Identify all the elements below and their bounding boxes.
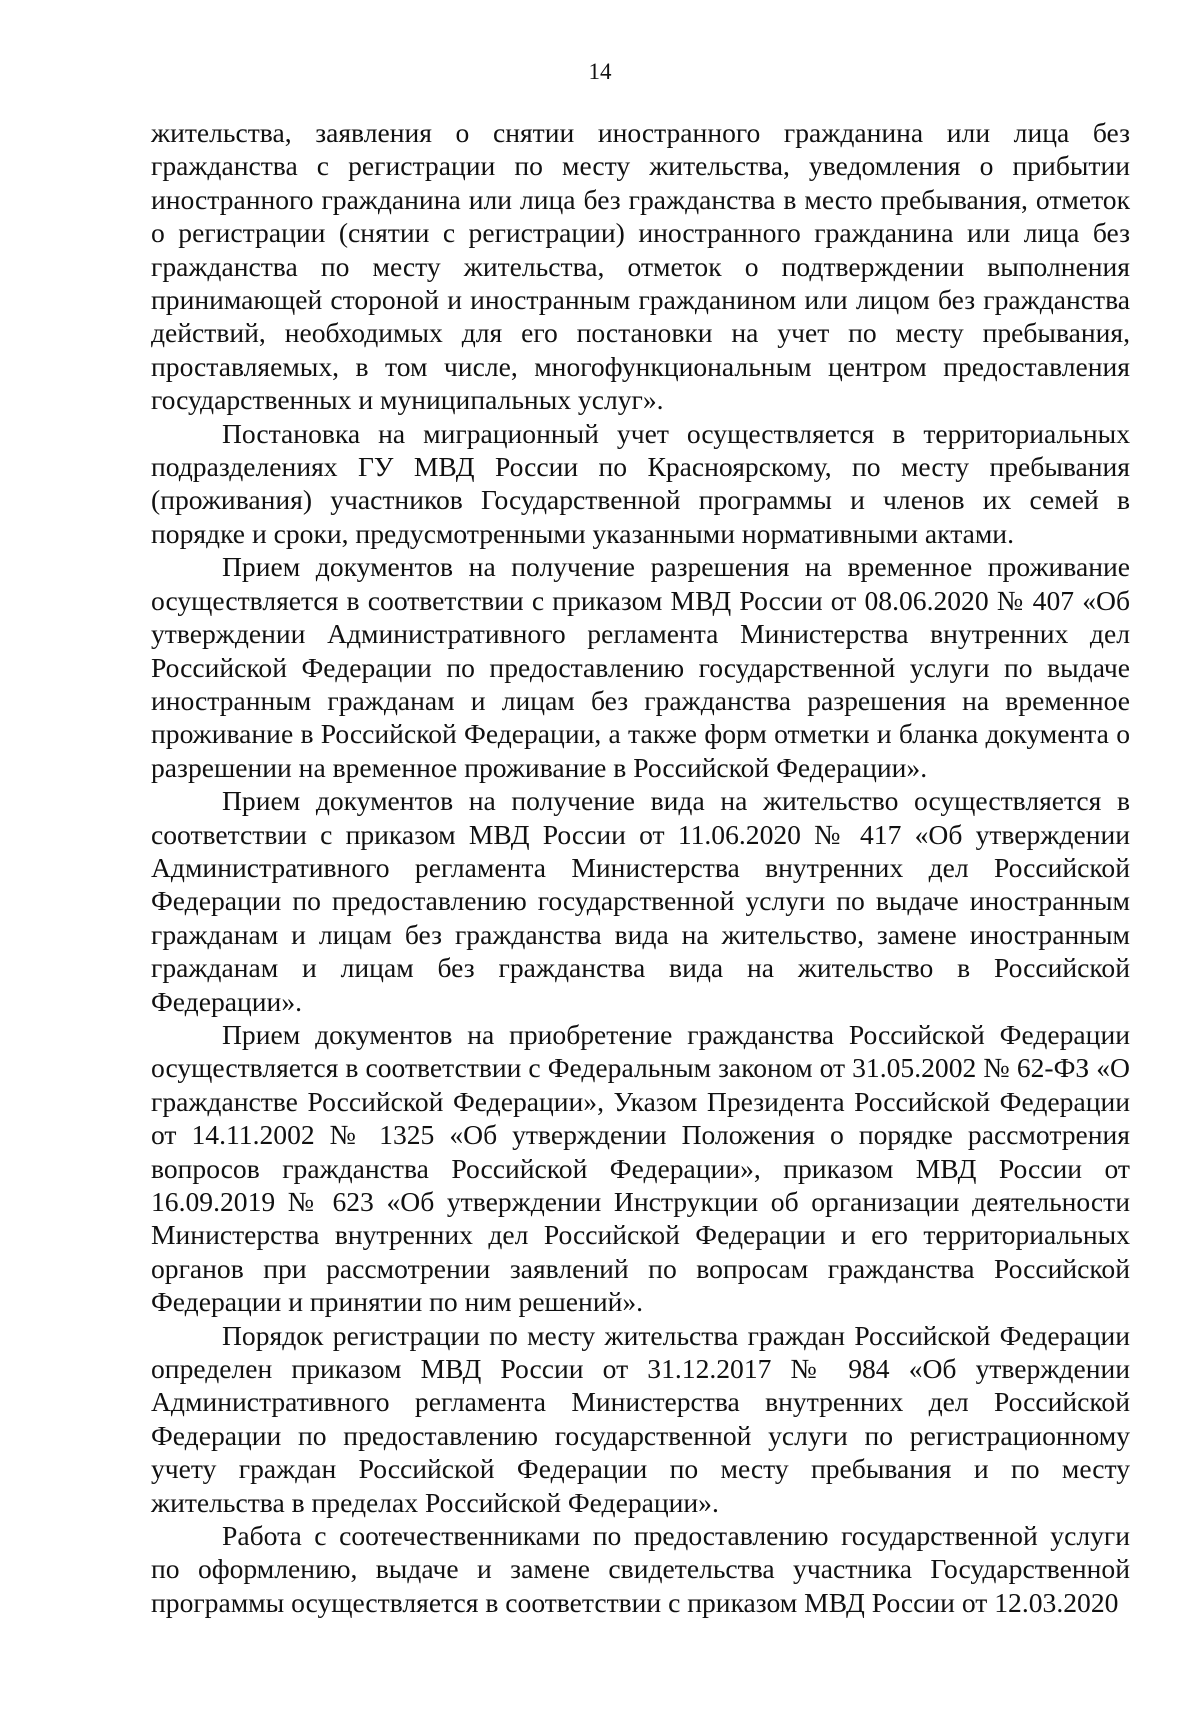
paragraph-migration-registration: Постановка на миграционный учет осуществляется в территориальных подразделениях ГУ МВД России по Красноярскому, по месту пребывания (проживания) участников Государственной программы и членов их семей в порядке и сроки, предусмотренными указанными нормативными актами. (151, 417, 1130, 549)
paragraph-place-of-residence: Порядок регистрации по месту жительства граждан Российской Федерации определен приказом МВД России от 31.12.2017 № 984 «Об утверждении Административного регламента Министерства внутренних дел Российской Федерации по предоставлению государственной услуги по регистрационному учету граждан Российской Федерации по месту пребывания и по месту жительства в пределах Российской Федерации». (151, 1319, 1130, 1518)
paragraph-temporary-residence: Прием документов на получение разрешения на временное проживание осуществляется в соответствии с приказом МВД России от 08.06.2020 № 407 «Об утверждении Административного регламента Министерства внутренних дел Российской Федерации по предоставлению государственной услуги по выдаче иностранным гражданам и лицам без гражданства разрешения на временное проживание в Российской Федерации, а также форм отметки и бланка документа о разрешении на временное проживание в Российской Федерации». (151, 551, 1130, 783)
paragraph-residence-permit: Прием документов на получение вида на жительство осуществляется в соответствии с приказом МВД России от 11.06.2020 № 417 «Об утверждении Административного регламента Министерства внутренних дел Российской Федерации по предоставлению государственной услуги по выдаче иностранным гражданам и лицам без гражданства вида на жительство, замене иностранным гражданам и лицам без гражданства вида на жительство в Российской Федерации». (151, 785, 1130, 1017)
paragraph-citizenship: Прием документов на приобретение гражданства Российской Федерации осуществляется в соответствии с Федеральным законом от 31.05.2002 № 62-ФЗ «О гражданстве Российской Федерации», Указом Президента Российской Федерации от 14.11.2002 № 1325 «Об утверждении Положения о порядке рассмотрения вопросов гражданства Российской Федерации», приказом МВД России от 16.09.2019 № 623 «Об утверждении Инструкции об организации деятельности Министерства внутренних дел Российской Федерации и его территориальных органов при рассмотрении заявлений по вопросам гражданства Российской Федерации и принятии по ним решений». (151, 1018, 1130, 1318)
page-number: 14 (588, 59, 612, 84)
paragraph-compatriots: Работа с соотечественниками по предоставлению государственной услуги по оформлению, выдаче и замене свидетельства участника Государственной программы осуществляется в соответствии с приказом МВД России от 12.03.2020 (151, 1520, 1130, 1618)
document-body (151, 116, 1130, 1619)
paragraph-continuation: жительства, заявления о снятии иностранного гражданина или лица без гражданства с регистрации по месту жительства, уведомления о прибытии иностранного гражданина или лица без гражданства в место пребывания, отметок о регистрации (снятии с регистрации) иностранного гражданина или лица без гражданства по месту жительства, отметок о подтверждении выполнения принимающей стороной и иностранным гражданином или лицом без гражданства действий, необходимых для его постановки на учет по месту пребывания, проставляемых, в том числе, многофункциональным центром предоставления государственных и муниципальных услуг». (151, 117, 1130, 416)
